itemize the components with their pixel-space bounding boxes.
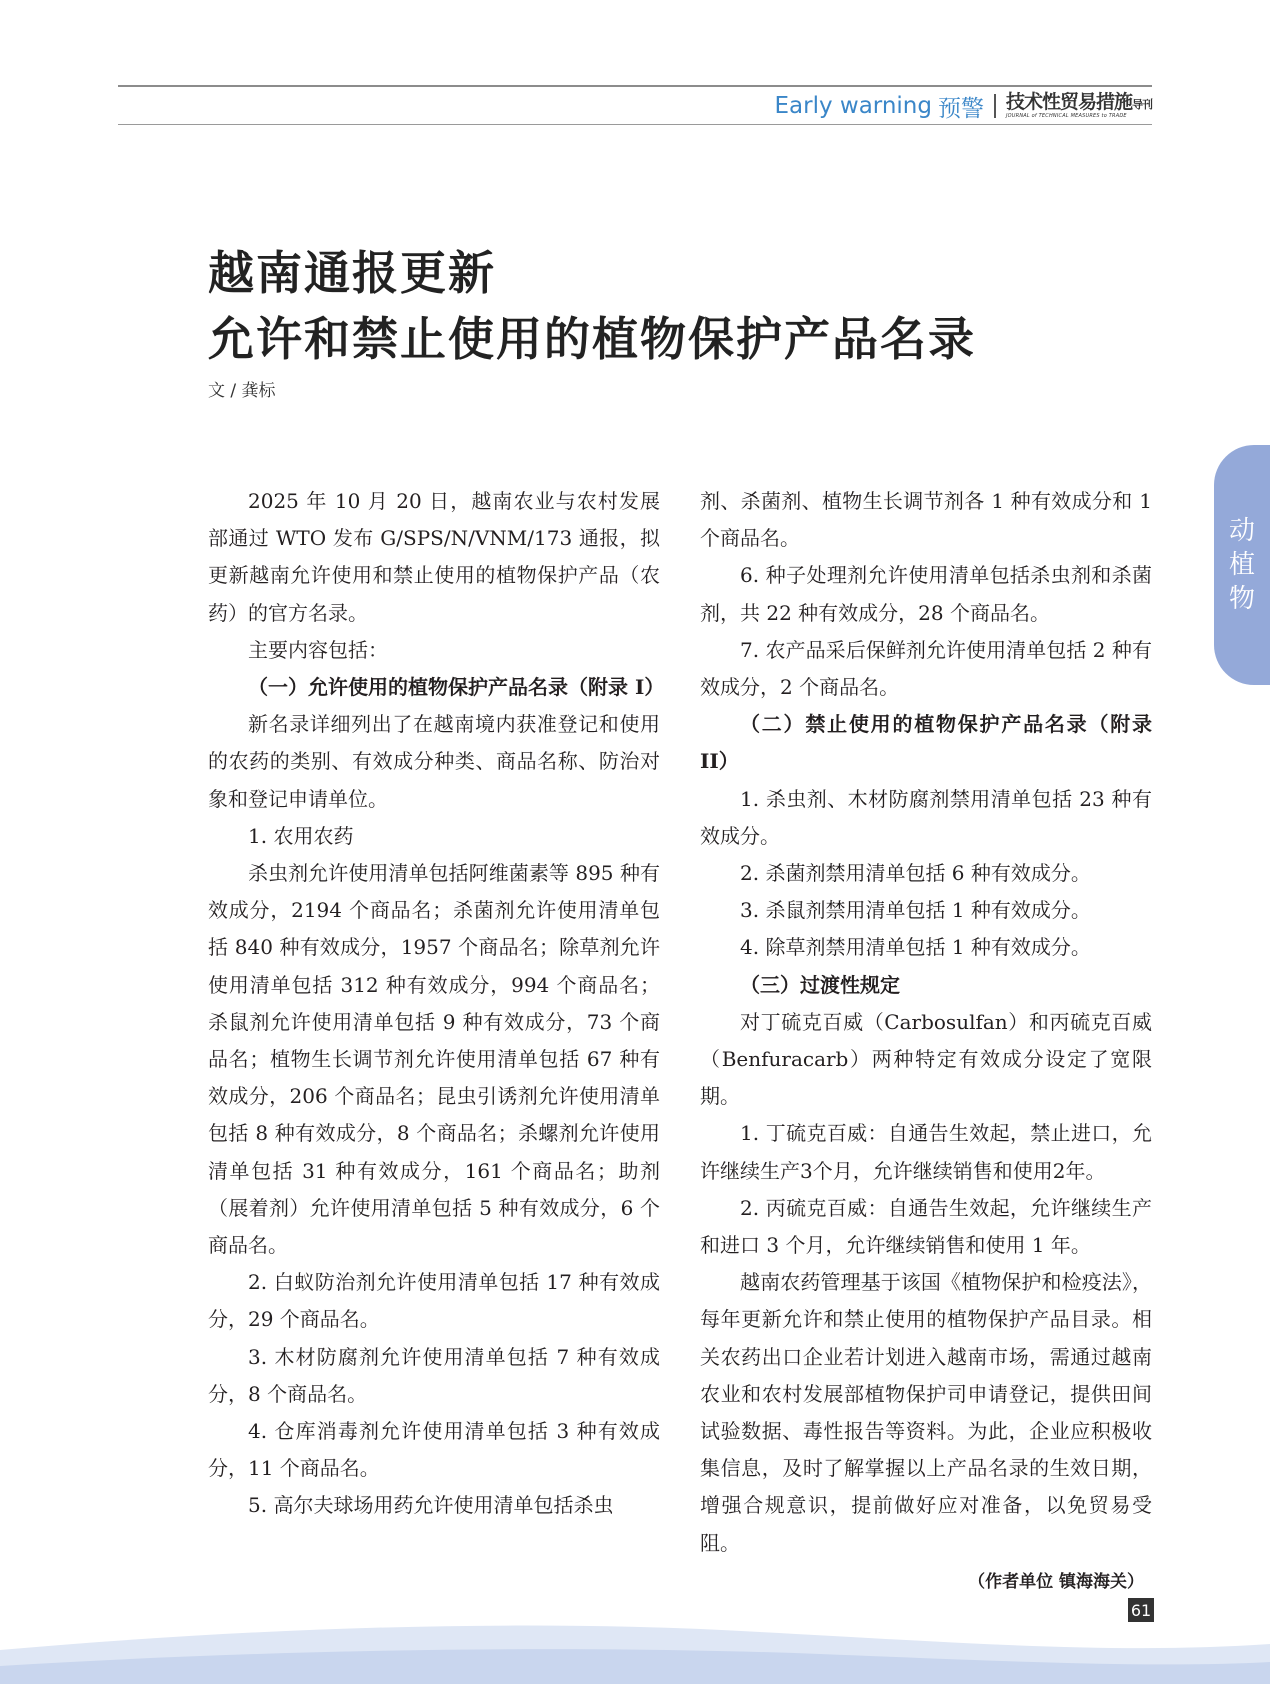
- body-paragraph: 4. 除草剂禁用清单包括 1 种有效成分。: [740, 935, 1091, 960]
- journal-title: 技术性贸易措施: [1005, 91, 1132, 113]
- body-paragraph: 1. 农用农药: [248, 823, 354, 848]
- body-paragraph: 1. 杀虫剂、木材防腐剂禁用清单包括 23 种有效成分。: [700, 786, 1152, 848]
- section-heading: （三）过渡性规定: [740, 972, 900, 997]
- header-divider: [994, 94, 996, 118]
- body-paragraph: 剂、杀菌剂、植物生长调节剂各 1 种有效成分和 1 个商品名。: [700, 489, 1152, 551]
- title-line-1: 越南通报更新: [208, 246, 496, 300]
- body-paragraph: 主要内容包括：: [248, 637, 388, 662]
- side-tab-char-2: 植: [1228, 550, 1255, 580]
- section-label-en: Early warning: [774, 93, 932, 119]
- body-paragraph: 2. 丙硫克百威：自通告生效起，允许继续生产和进口 3 个月，允许继续销售和使用 1 年。: [700, 1195, 1152, 1258]
- body-paragraph: 4. 仓库消毒剂允许使用清单包括 3 种有效成分，11 个商品名。: [208, 1419, 660, 1481]
- section-heading: （二）禁止使用的植物保护产品名录（附录 II）: [700, 712, 1152, 774]
- body-paragraph: 2. 白蚁防治剂允许使用清单包括 17 种有效成分，29 个商品名。: [208, 1270, 660, 1332]
- right-column: [700, 483, 1152, 1601]
- body-paragraph: 越南农药管理基于该国《植物保护和检疫法》，每年更新允许和禁止使用的植物保护产品目录。相关农药出口企业若计划进入越南市场，需通过越南农业和农村发展部植物保护司申请登记，提供田间试验数据、毒性报告等资料。为此，企业应积极收集信息，及时了解掌握以上产品名录的生效日期，增强合规意识，提前做好应对准备，以免贸易受阻。: [700, 1270, 1152, 1555]
- section-side-tab: [1214, 445, 1270, 685]
- left-column: [208, 483, 665, 1525]
- author-affiliation: （作者单位 镇海海关）: [968, 1571, 1144, 1592]
- title-line-2: 允许和禁止使用的植物保护产品名录: [208, 312, 976, 366]
- body-paragraph: 7. 农产品采后保鲜剂允许使用清单包括 2 种有效成分，2 个商品名。: [700, 637, 1152, 700]
- journal-suffix: 导刊: [1132, 98, 1152, 111]
- body-paragraph: 3. 杀鼠剂禁用清单包括 1 种有效成分。: [740, 898, 1091, 923]
- section-label-zh: 预警: [937, 95, 984, 122]
- body-paragraph: 新名录详细列出了在越南境内获准登记和使用的农药的类别、有效成分种类、商品名称、防治对象和登记申请单位。: [208, 712, 660, 811]
- section-heading: （一）允许使用的植物保护产品名录（附录 I）: [248, 675, 665, 700]
- body-paragraph: 2025 年 10 月 20 日，越南农业与农村发展部通过 WTO 发布 G/SPS/N/VNM/173 通报，拟更新越南允许使用和禁止使用的植物保护产品（农药）的官方名录。: [208, 489, 660, 625]
- page-number: 61: [1128, 1598, 1154, 1622]
- journal-logo: [1006, 93, 1152, 119]
- header-top-rule: [118, 85, 1152, 87]
- side-tab-char-1: 动: [1228, 516, 1255, 546]
- footer-wave-decoration: [0, 1610, 1270, 1684]
- article-title: [208, 240, 976, 372]
- header-bottom-rule: [118, 124, 1152, 125]
- body-paragraph: 2. 杀菌剂禁用清单包括 6 种有效成分。: [740, 861, 1091, 886]
- body-paragraph: 1. 丁硫克百威：自通告生效起，禁止进口，允许继续生产3个月，允许继续销售和使用2年。: [700, 1121, 1152, 1183]
- byline: 文 / 龚标: [208, 381, 276, 401]
- body-paragraph: 对丁硫克百威（Carbosulfan）和丙硫克百威（Benfuracarb）两种特定有效成分设定了宽限期。: [700, 1009, 1152, 1109]
- running-header: [774, 90, 1152, 122]
- body-paragraph: 5. 高尔夫球场用药允许使用清单包括杀虫: [248, 1493, 614, 1518]
- body-paragraph: 6. 种子处理剂允许使用清单包括杀虫剂和杀菌剂，共 22 种有效成分，28 个商品名。: [700, 563, 1152, 625]
- journal-subtitle: JOURNAL of TECHNICAL MEASURES to TRADE: [1005, 113, 1127, 119]
- body-paragraph: 3. 木材防腐剂允许使用清单包括 7 种有效成分，8 个商品名。: [208, 1344, 660, 1406]
- body-paragraph: 杀虫剂允许使用清单包括阿维菌素等 895 种有效成分，2194 个商品名；杀菌剂允许使用清单包括 840 种有效成分，1957 个商品名；除草剂允许使用清单包括 312 种有效成分，994 个商品名；杀鼠剂允许使用清单包括 9 种有效成分，73 个商品名；植物生长调节剂允许使用清单包括 67 种有效成分，206 个商品名；昆虫引诱剂允许使用清单包括 8 种有效成分，8 个商品名；杀螺剂允许使用清单包括 31 种有效成分，161 个商品名；助剂（展着剂）允许使用清单包括 5 种有效成分，6 个商品名。: [208, 861, 660, 1258]
- side-tab-char-3: 物: [1228, 584, 1255, 614]
